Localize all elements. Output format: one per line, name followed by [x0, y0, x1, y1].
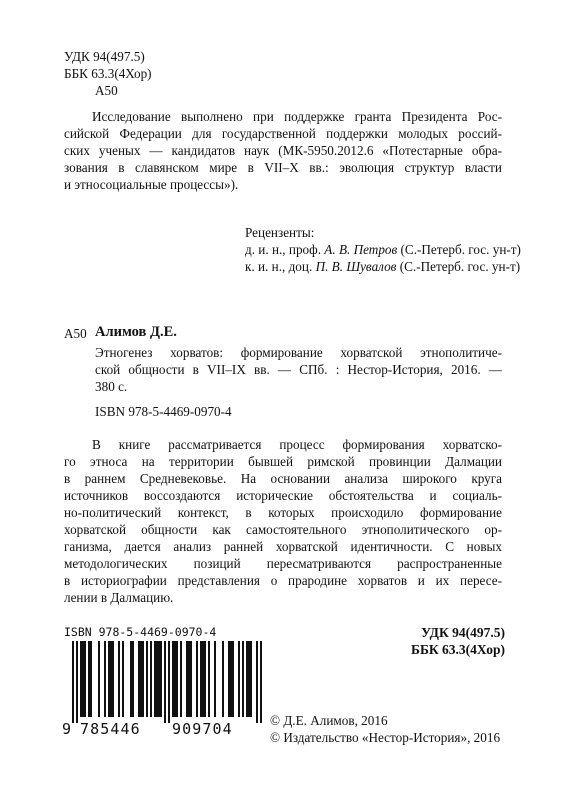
barcode-bar: [138, 641, 144, 717]
barcode-bar: [214, 641, 216, 717]
catalog-mark: А50: [64, 326, 87, 341]
barcode-bar: [186, 641, 192, 717]
barcode-bar: [118, 641, 120, 717]
barcode-bar: [196, 641, 198, 717]
abstract-line: но-политический контекст, в которых происходило формирование: [64, 505, 502, 520]
barcode-guard-bar: [168, 641, 170, 723]
grant-note-line: и этносоциальные процессы»).: [64, 177, 239, 192]
copyright-author: © Д.Е. Алимов, 2016: [270, 713, 388, 728]
barcode-right-digits: 909704: [172, 720, 233, 738]
abstract-line: го этноса на территории бывшей римской провинции Далмации: [64, 454, 502, 469]
barcode-bar: [238, 641, 240, 717]
copyright-publisher: © Издательство «Нестор-История», 2016: [270, 730, 501, 745]
author-mark: А50: [95, 83, 118, 98]
barcode-guard-bar: [256, 641, 258, 723]
abstract-line: методологических позиций пересматриваются распространенные: [64, 556, 502, 571]
barcode-bar: [88, 641, 92, 717]
abstract-line: В книге рассматривается процесс формирования хорватско-: [92, 437, 502, 452]
grant-note-line: сийской Федерации для государственной поддержки молодых россий-: [64, 126, 502, 141]
barcode-guard-bar: [164, 641, 166, 723]
udk-code: УДК 94(497.5): [64, 49, 145, 64]
reviewer-1-degree: д. и. н., проф.: [245, 242, 325, 257]
barcode-bar: [154, 641, 162, 717]
reviewer-1: [245, 241, 521, 258]
abstract-line: в раннем Средневековье. На основании анализа широкого круга: [64, 471, 502, 486]
reviewer-2-name: П. В. Шувалов: [315, 259, 397, 274]
reviewer-2-affiliation: (С.-Петерб. гос. ун-т): [396, 259, 521, 274]
catalog-description: [95, 344, 502, 395]
reviewer-1-affiliation: (С.-Петерб. гос. ун-т): [397, 242, 521, 257]
abstract-line: источников воссоздаются исторические обстоятельства и социаль-: [64, 488, 502, 503]
barcode-left-digits: 785446: [80, 720, 141, 738]
barcode-bar: [130, 641, 134, 717]
barcode-bar: [222, 641, 224, 717]
barcode-bar: [200, 641, 206, 717]
barcode-bar: [80, 641, 86, 717]
barcode-bar: [146, 641, 148, 717]
barcode-bar: [108, 641, 114, 717]
barcode-bar: [104, 641, 106, 717]
barcode-bar: [208, 641, 210, 717]
barcode-guard-bar: [76, 641, 78, 723]
barcode-bar: [98, 641, 100, 717]
barcode-guard-bar: [72, 641, 74, 723]
barcode-first-digit: 9: [62, 720, 73, 738]
barcode-image: [64, 641, 269, 723]
barcode-bar: [242, 641, 244, 717]
grant-note-line: зования в славянском мире в VII–X вв.: эволюция структур власти: [64, 160, 502, 175]
barcode-bar: [150, 641, 152, 717]
abstract-line: ганизма, дается анализ ранней хорватской идентичности. С новых: [64, 539, 502, 554]
bbk-code: ББК 63.3(4Хор): [64, 66, 152, 81]
barcode-bar: [228, 641, 234, 717]
barcode-bar: [172, 641, 178, 717]
barcode-bar: [246, 641, 252, 717]
abstract-line: в историографии представления о прародине хорватов и их пересе-: [64, 573, 502, 588]
reviewer-1-name: А. В. Петров: [324, 242, 398, 257]
abstract-line: хорватской общности как самостоятельного этнополитического ор-: [64, 522, 502, 537]
catalog-description-line: 380 с.: [95, 379, 128, 394]
catalog-description-line: Этногенез хорватов: формирование хорватской этнополитиче-: [95, 345, 502, 360]
abstract: [64, 436, 502, 606]
catalog-author: Алимов Д.Е.: [95, 324, 177, 340]
reviewers-heading: Рецензенты:: [245, 225, 315, 240]
barcode-bar: [122, 641, 124, 717]
catalog-isbn: ISBN 978-5-4469-0970-4: [95, 404, 232, 419]
grant-note-line: Исследование выполнено при поддержке гранта Президента Рос-: [92, 109, 502, 124]
barcode-guard-bar: [260, 641, 262, 723]
barcode-isbn-label: ISBN 978-5-4469-0970-4: [64, 625, 217, 639]
barcode-bar: [180, 641, 182, 717]
grant-note: [64, 108, 502, 193]
udk-code-bold: УДК 94(497.5): [421, 625, 505, 640]
reviewer-2-degree: к. и. н., доц.: [245, 259, 316, 274]
reviewer-2: [245, 258, 520, 275]
grant-note-line: ских ученых — кандидатов наук (МК-5950.2012.6 «Потестарные обра-: [64, 143, 502, 158]
abstract-line: лении в Далмацию.: [64, 590, 174, 605]
bbk-code-bold: ББК 63.3(4Хор): [411, 642, 505, 657]
catalog-description-line: ской общности в VII–IX вв. — СПб. : Нестор-История, 2016. —: [95, 362, 502, 377]
